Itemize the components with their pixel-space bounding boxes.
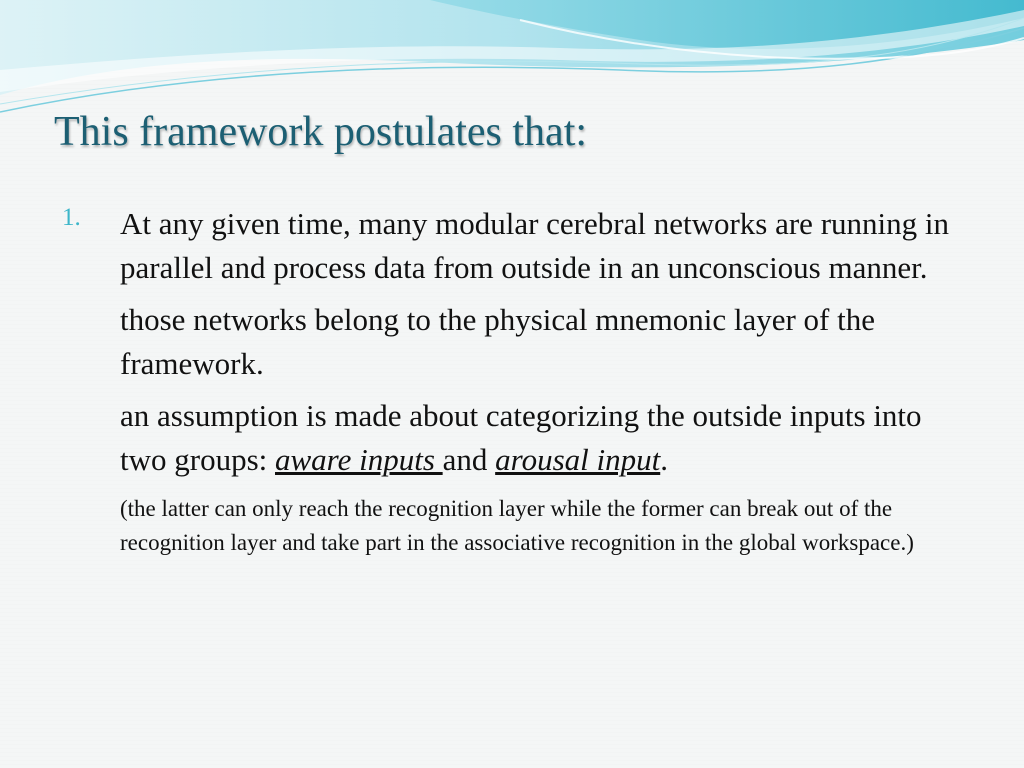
list-paragraph-4-note: (the latter can only reach the recognition layer while the former can break out of the recognition layer and take part in the associative recognition in the global workspace.) [120,496,914,555]
paragraph-3-middle: and [442,442,496,477]
list-paragraph-1: At any given time, many modular cerebral networks are running in parallel and process data from outside in an unconscious manner. [120,206,949,285]
numbered-list [62,202,962,560]
paragraph-3-prefix: an assumption is made about categorizing the outside inputs into two groups: [120,398,922,477]
paragraph-3-suffix: . [660,442,668,477]
list-paragraph-2: those networks belong to the physical mnemonic layer of the framework. [120,302,876,381]
list-item-number: 1. [62,204,81,231]
arousal-input-term: arousal input [495,442,661,477]
list-paragraph-3 [120,394,962,482]
aware-inputs-term: aware inputs [275,442,443,477]
header-wave-decoration [0,0,1024,120]
slide-title: This framework postulates that: [54,109,588,155]
